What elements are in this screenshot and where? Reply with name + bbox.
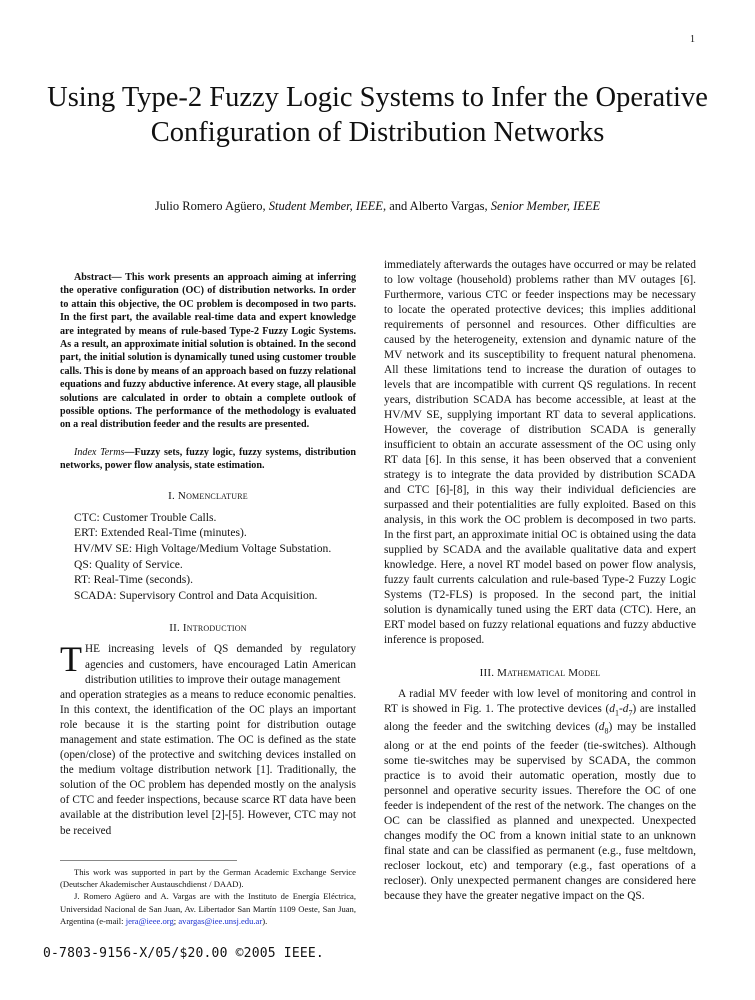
author-joiner: , and Alberto Vargas, <box>382 199 491 213</box>
var-d: d <box>609 703 615 715</box>
var-sub: 7 <box>628 708 633 718</box>
author-1: Julio Romero Agüero, <box>154 199 269 213</box>
affiliation-text: J. Romero Agüero and A. Vargas are with the Instituto de Energía Eléctrica, Universidad Nacional de San Juan, Av. Libertador San Martín 1109 Oeste, San Juan, Argentina (e-mail: <box>60 891 356 926</box>
introduction-lead-text: HE increasing levels of QS demanded by regulatory agencies and customers, have encouraged Latin American distribution utilities to improve their outage management <box>85 643 356 686</box>
close-paren: ). <box>262 915 268 926</box>
footnote-affiliation <box>60 890 356 927</box>
dash: - <box>618 703 623 715</box>
nomenclature-item: CTC: Customer Trouble Calls. <box>74 510 217 524</box>
index-terms-label: Index Terms <box>74 446 125 458</box>
model-text-2: ) are installed along the feeder and the switching devices ( <box>384 703 696 734</box>
introduction-paragraph: and operation strategies as a means to reduce economic penalties. In this context, the identification of the OC plays an important role because it is the starting point for distribution outage management and state estimation. The OC is defined as the state (open/close) of the protective and switching devices installed on the medium voltage distribution network [1]. Traditionally, the solution of the OC problem has depended mostly on the analysis of CTC and feeder inspections, because scarce RT data have been available at the distribution level [2]-[5]. However, CTC may not be received <box>60 688 356 837</box>
abstract-text: This work presents an approach aiming at inferring the operative configuration (OC) of distribution networks. In order to attain this objective, the OC problem is decomposed in two parts. In the first part, the available real-time data and expert knowledge are integrated by means of rule-based Type-2 Fuzzy Logic Systems. As a result, an approximate initial solution is obtained. In the second part, the initial solution is dynamically tuned using customer trouble calls. This is done by means of an approach based on fuzzy relational equations and fuzzy abductive inference. At every stage, all plausible solutions are calculated in order to obtain a complete outlook of possible options. The performance of the methodology is evaluated on a real distribution feeder and the results are presented. <box>60 272 356 431</box>
nomenclature-item: RT: Real-Time (seconds). <box>74 573 194 587</box>
nomenclature-item: SCADA: Supervisory Control and Data Acquisition. <box>74 588 318 602</box>
section-heading-nomenclature: I. Nomenclature <box>168 489 248 502</box>
footnote-funding: This work was supported in part by the German Academic Exchange Service (Deutscher Akademischer Austauschdienst / DAAD). <box>60 867 356 890</box>
var-d: d <box>598 721 605 734</box>
section-heading-introduction: II. Introduction <box>169 622 247 635</box>
page-number: 1 <box>690 34 695 45</box>
var-sub: 8 <box>604 726 609 736</box>
introduction-lead <box>60 639 356 687</box>
abstract-label: Abstract— <box>74 272 126 283</box>
abstract <box>60 271 356 432</box>
var-d: d <box>622 703 629 715</box>
nomenclature-item: HV/MV SE: High Voltage/Medium Voltage Substation. <box>74 541 332 555</box>
email-link-2[interactable]: avargas@iee.unsj.edu.ar <box>178 915 263 926</box>
copyright-notice: 0-7803-9156-X/05/$20.00 ©2005 IEEE. <box>43 946 324 961</box>
mathematical-model-paragraph <box>384 687 696 904</box>
nomenclature-list <box>74 510 356 604</box>
email-link-1[interactable]: jera@ieee.org <box>125 915 174 926</box>
index-terms-text: —Fuzzy sets, fuzzy logic, fuzzy systems, distribution networks, power flow analysis, state estimation. <box>60 446 356 472</box>
var-sub: 1 <box>614 708 619 718</box>
model-text-1: A radial MV feeder with low level of monitoring and control in RT is showed in Fig. 1. The protective devices ( <box>384 688 696 715</box>
model-text-3: ) may be installed along or at the end points of the feeder (tie-switches). Although some tie-switches may be supervised by SCADA, the common practice is to avoid their automatic operation, mostly due to personnel and operative security issues. Therefore the OC of one feeder is independent of the rest of the network. The changes on the OC can be classified as planned and unexpected. Unexpected changes modify the OC from a known initial state to an unknown final state and can be classified as permanent (e.g., fuse meltdown, recloser lockout, etc) and temporary (e.g., fast operations of a recloser). Only unexpected permanent changes are considered here because they have the greater negative impact on the QS. <box>384 721 696 902</box>
introduction-continued: immediately afterwards the outages have occurred or may be related to low voltage (household) problems rather than MV outages [6]. Furthermore, various CTC or feeder inspections may be necessary to locate the operated protective devices; this implies additional requirements of personnel and resources. Other difficulties are caused by the heterogeneity, extension and dynamic nature of the MV network and its susceptibility to frequent natural phenomena. All these limitations tend to increase the duration of outages to levels that are incompatible with current QS regulations. In recent years, distribution SCADA has become accessible, at least at the HV/MV SE, supplying important RT data to several applications. However, the coverage of distribution SCADA is generally insufficient to obtain an accurate assessment of the OC using only RT data [6]. In this sense, it has been observed that a convenient strategy is to integrate the data provided by distribution SCADA and CTC [6]-[8], in this way their individual deficiencies are surpassed and their potentialities are fully exploited. Based on this analysis, in this work the OC problem is decomposed in two parts. In the first part, an approximate initial OC is obtained using the data supplied by SCADA and the available qualitative data and expert knowledge. Here, a novel RT model based on power flow analysis, fuzzy fault currents calculation and rule-based Type-2 Fuzzy Logic Systems (T2-FLS) is proposed. In the second part, the initial solution is dynamically tuned using the ERT data (CTC). Here, an ERT model based on fuzzy relational equations and fuzzy abductive inference is proposed. <box>384 259 696 646</box>
introduction-left <box>60 639 356 838</box>
footnotes <box>60 866 356 927</box>
author-1-role: Student Member, IEEE <box>268 199 383 213</box>
nomenclature-item: ERT: Extended Real-Time (minutes). <box>74 526 247 540</box>
left-column <box>60 271 356 839</box>
right-column <box>384 258 696 904</box>
drop-cap: T <box>60 639 82 680</box>
nomenclature-item: QS: Quality of Service. <box>74 557 183 571</box>
author-2-role: Senior Member, IEEE <box>490 199 601 213</box>
section-heading-mathematical-model: III. Mathematical Model <box>479 667 601 679</box>
author-line <box>40 199 715 214</box>
paper-title: Using Type-2 Fuzzy Logic Systems to Infer the Operative Configuration of Distribution Networks <box>47 82 708 148</box>
footnote-divider <box>60 860 237 861</box>
separator: ; <box>173 915 179 926</box>
index-terms <box>60 446 356 473</box>
